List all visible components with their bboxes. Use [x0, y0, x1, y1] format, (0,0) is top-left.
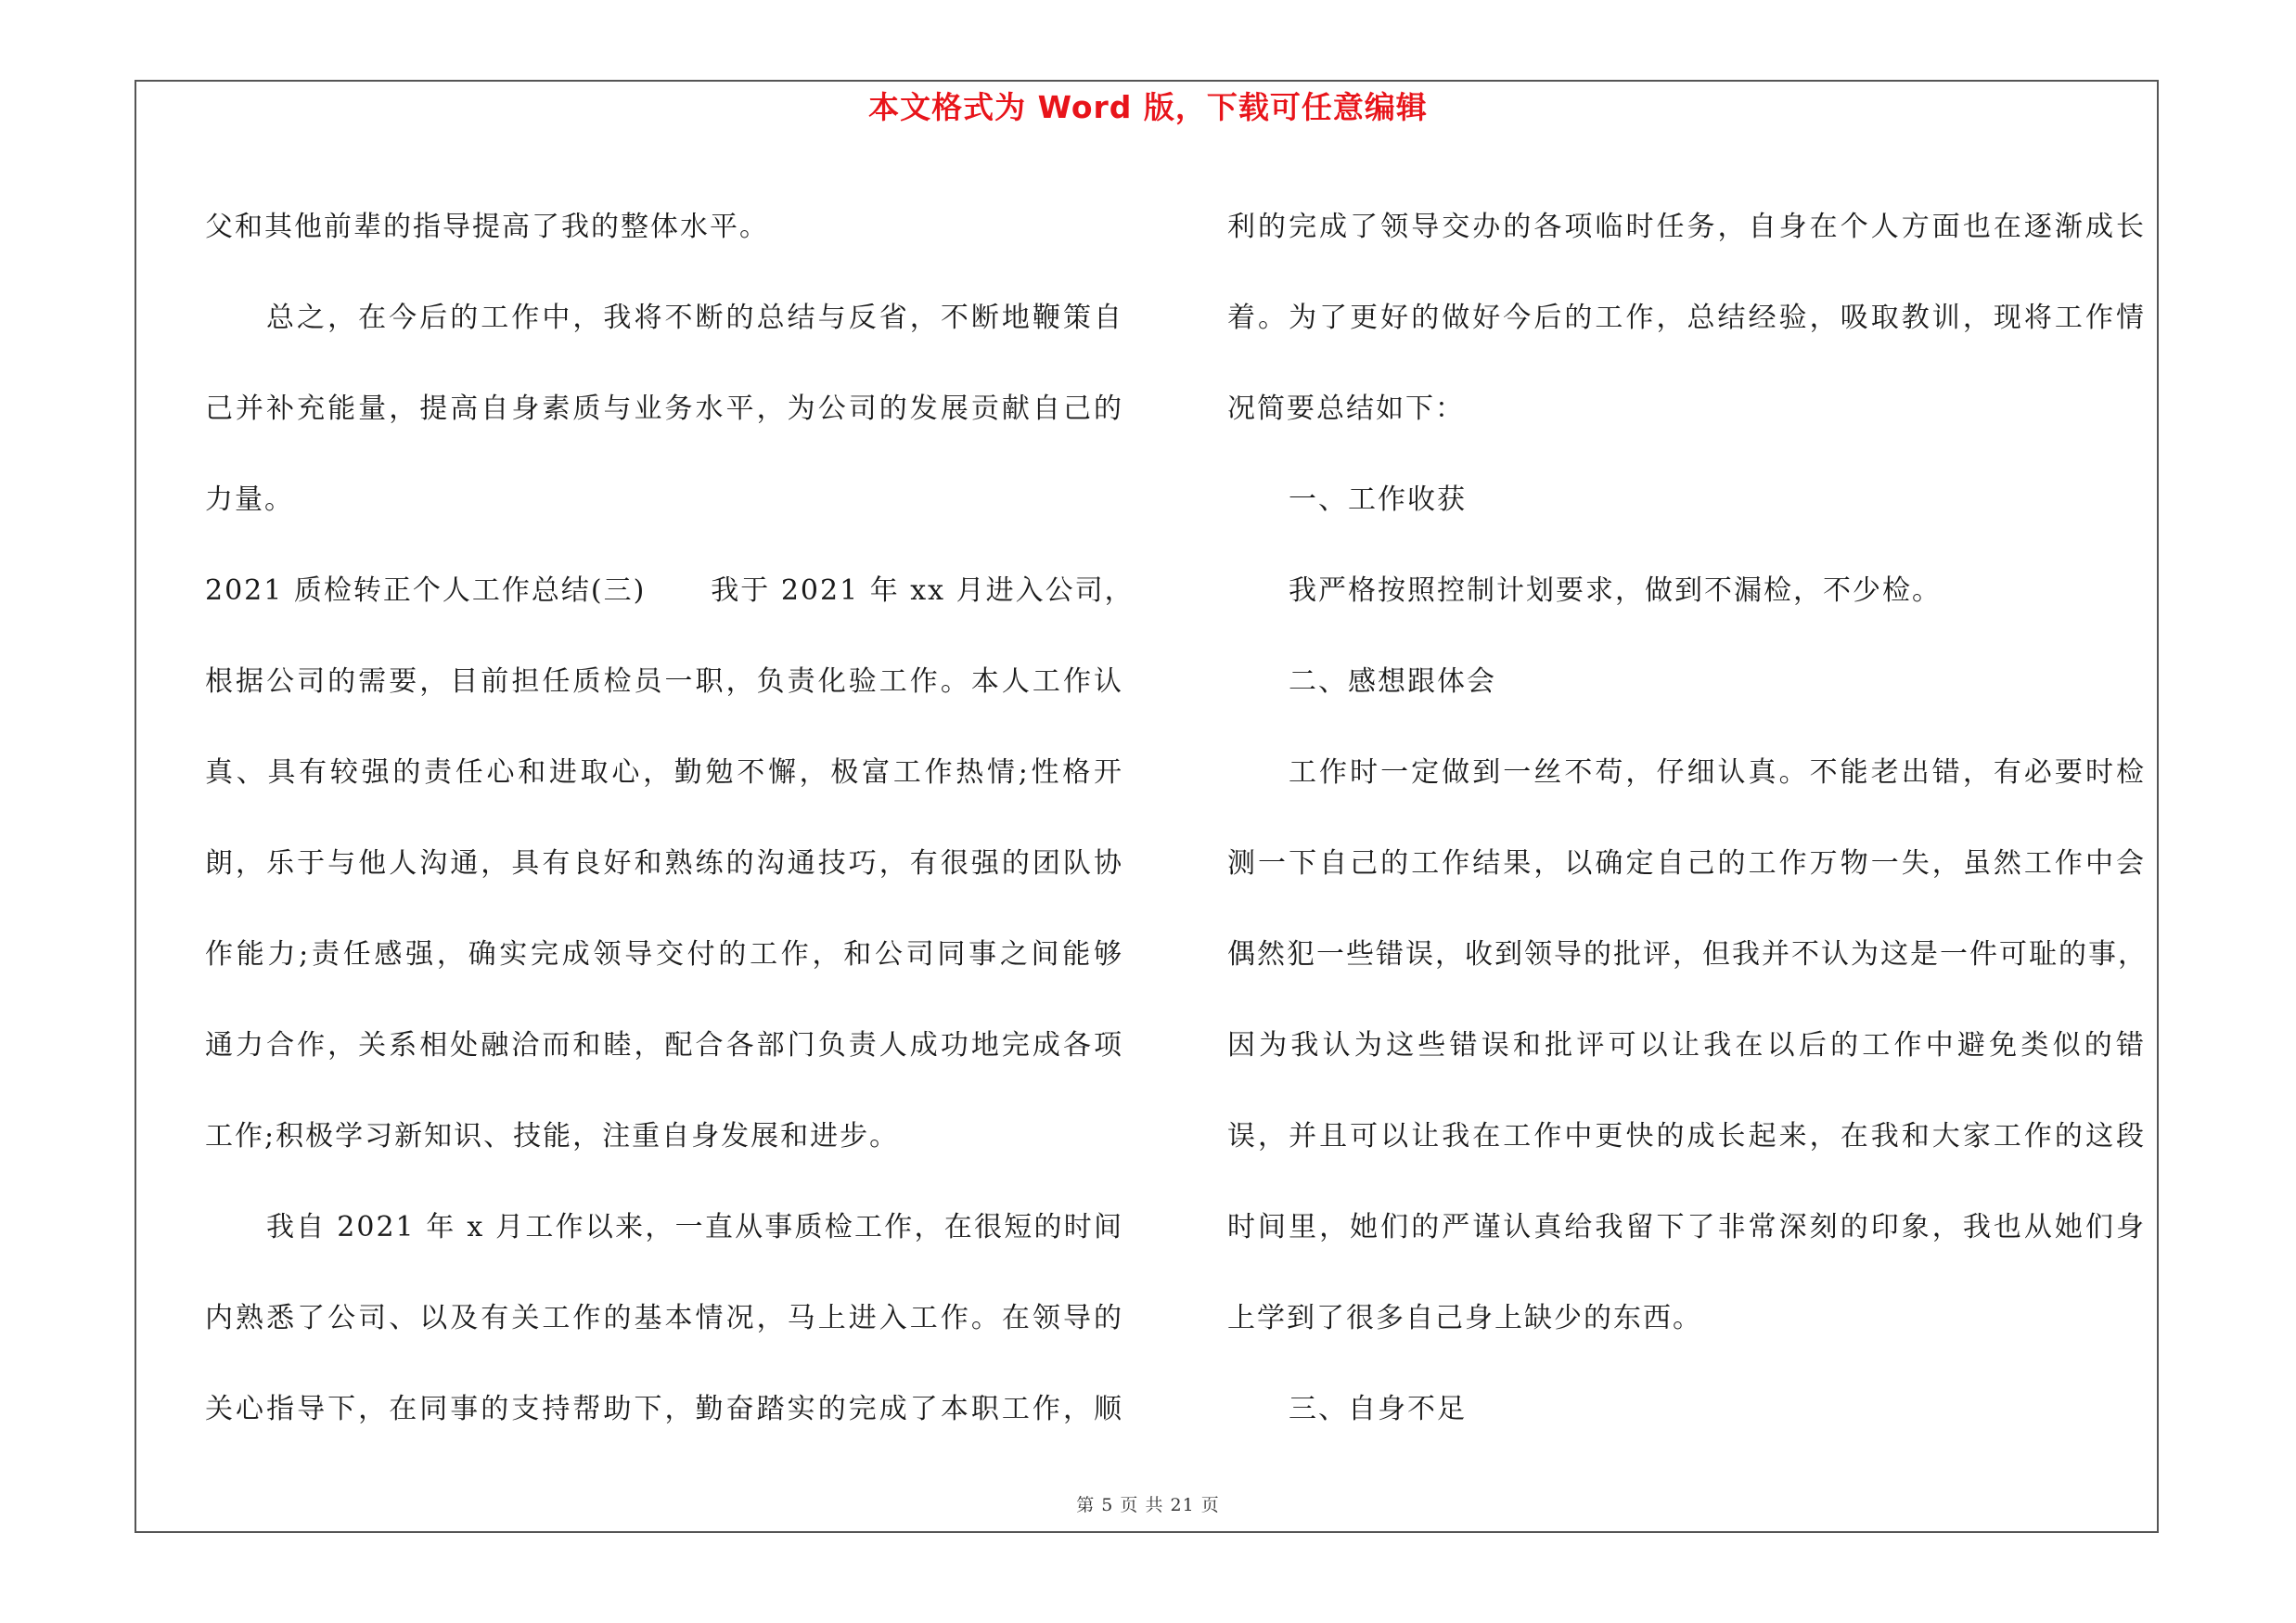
- text-line: 己并补充能量，提高自身素质与业务水平，为公司的发展贡献自己的: [205, 393, 1123, 425]
- text-fragment: 我于 2021 年 xx 月进入公司，: [711, 574, 1135, 607]
- text-line: 利的完成了领导交办的各项临时任务，自身在个人方面也在逐渐成长: [1227, 211, 2146, 243]
- section-heading-line: [205, 546, 1135, 637]
- text-line: 作能力;责任感强，确实完成领导交付的工作，和公司同事之间能够: [205, 938, 1123, 971]
- text-line: 关心指导下，在同事的支持帮助下，勤奋踏实的完成了本职工作，顺: [205, 1393, 1123, 1425]
- text-line: 我自 2021 年 x 月工作以来，一直从事质检工作，在很短的时间: [266, 1211, 1123, 1243]
- text-line: 真、具有较强的责任心和进取心，勤勉不懈，极富工作热情;性格开: [205, 756, 1123, 789]
- text-line: 工作时一定做到一丝不苟，仔细认真。不能老出错，有必要时检: [1289, 756, 2146, 789]
- document-banner: 本文格式为 Word 版，下载可任意编辑: [868, 89, 1428, 125]
- text-line: 偶然犯一些错误，收到领导的批评，但我并不认为这是一件可耻的事，: [1227, 938, 2148, 971]
- section-heading: 二、感想跟体会: [1289, 665, 1496, 698]
- section-heading: 一、工作收获: [1289, 483, 1467, 516]
- page-number: 第 5 页 共 21 页: [1076, 1495, 1220, 1515]
- text-line: 测一下自己的工作结果，以确定自己的工作万物一失，虽然工作中会: [1227, 847, 2146, 880]
- right-column: [1227, 182, 2146, 1455]
- section-heading: 三、自身不足: [1289, 1393, 1467, 1425]
- text-line: 通力合作，关系相处融洽而和睦，配合各部门负责人成功地完成各项: [205, 1029, 1123, 1062]
- text-line: 工作;积极学习新知识、技能，注重自身发展和进步。: [205, 1120, 900, 1153]
- text-line: 着。为了更好的做好今后的工作，总结经验，吸取教训，现将工作情: [1227, 302, 2146, 334]
- left-column: [205, 182, 1135, 1455]
- text-line: 力量。: [205, 483, 294, 516]
- text-line: 朗，乐于与他人沟通，具有良好和熟练的沟通技巧，有很强的团队协: [205, 847, 1123, 880]
- text-line: 内熟悉了公司、以及有关工作的基本情况，马上进入工作。在领导的: [205, 1302, 1123, 1334]
- text-line: 根据公司的需要，目前担任质检员一职，负责化验工作。本人工作认: [205, 665, 1123, 698]
- text-line: 因为我认为这些错误和批评可以让我在以后的工作中避免类似的错: [1227, 1029, 2146, 1062]
- text-line: 父和其他前辈的指导提高了我的整体水平。: [205, 211, 769, 243]
- text-line: 时间里，她们的严谨认真给我留下了非常深刻的印象，我也从她们身: [1227, 1211, 2146, 1243]
- text-line: 误，并且可以让我在工作中更快的成长起来，在我和大家工作的这段: [1227, 1120, 2146, 1153]
- section-heading: 2021 质检转正个人工作总结(三): [205, 574, 647, 607]
- text-line: 总之，在今后的工作中，我将不断的总结与反省，不断地鞭策自: [266, 302, 1123, 334]
- text-line: 我严格按照控制计划要求，做到不漏检，不少检。: [1289, 574, 1942, 607]
- text-line: 况简要总结如下：: [1227, 393, 1465, 425]
- text-line: 上学到了很多自己身上缺少的东西。: [1227, 1302, 1702, 1334]
